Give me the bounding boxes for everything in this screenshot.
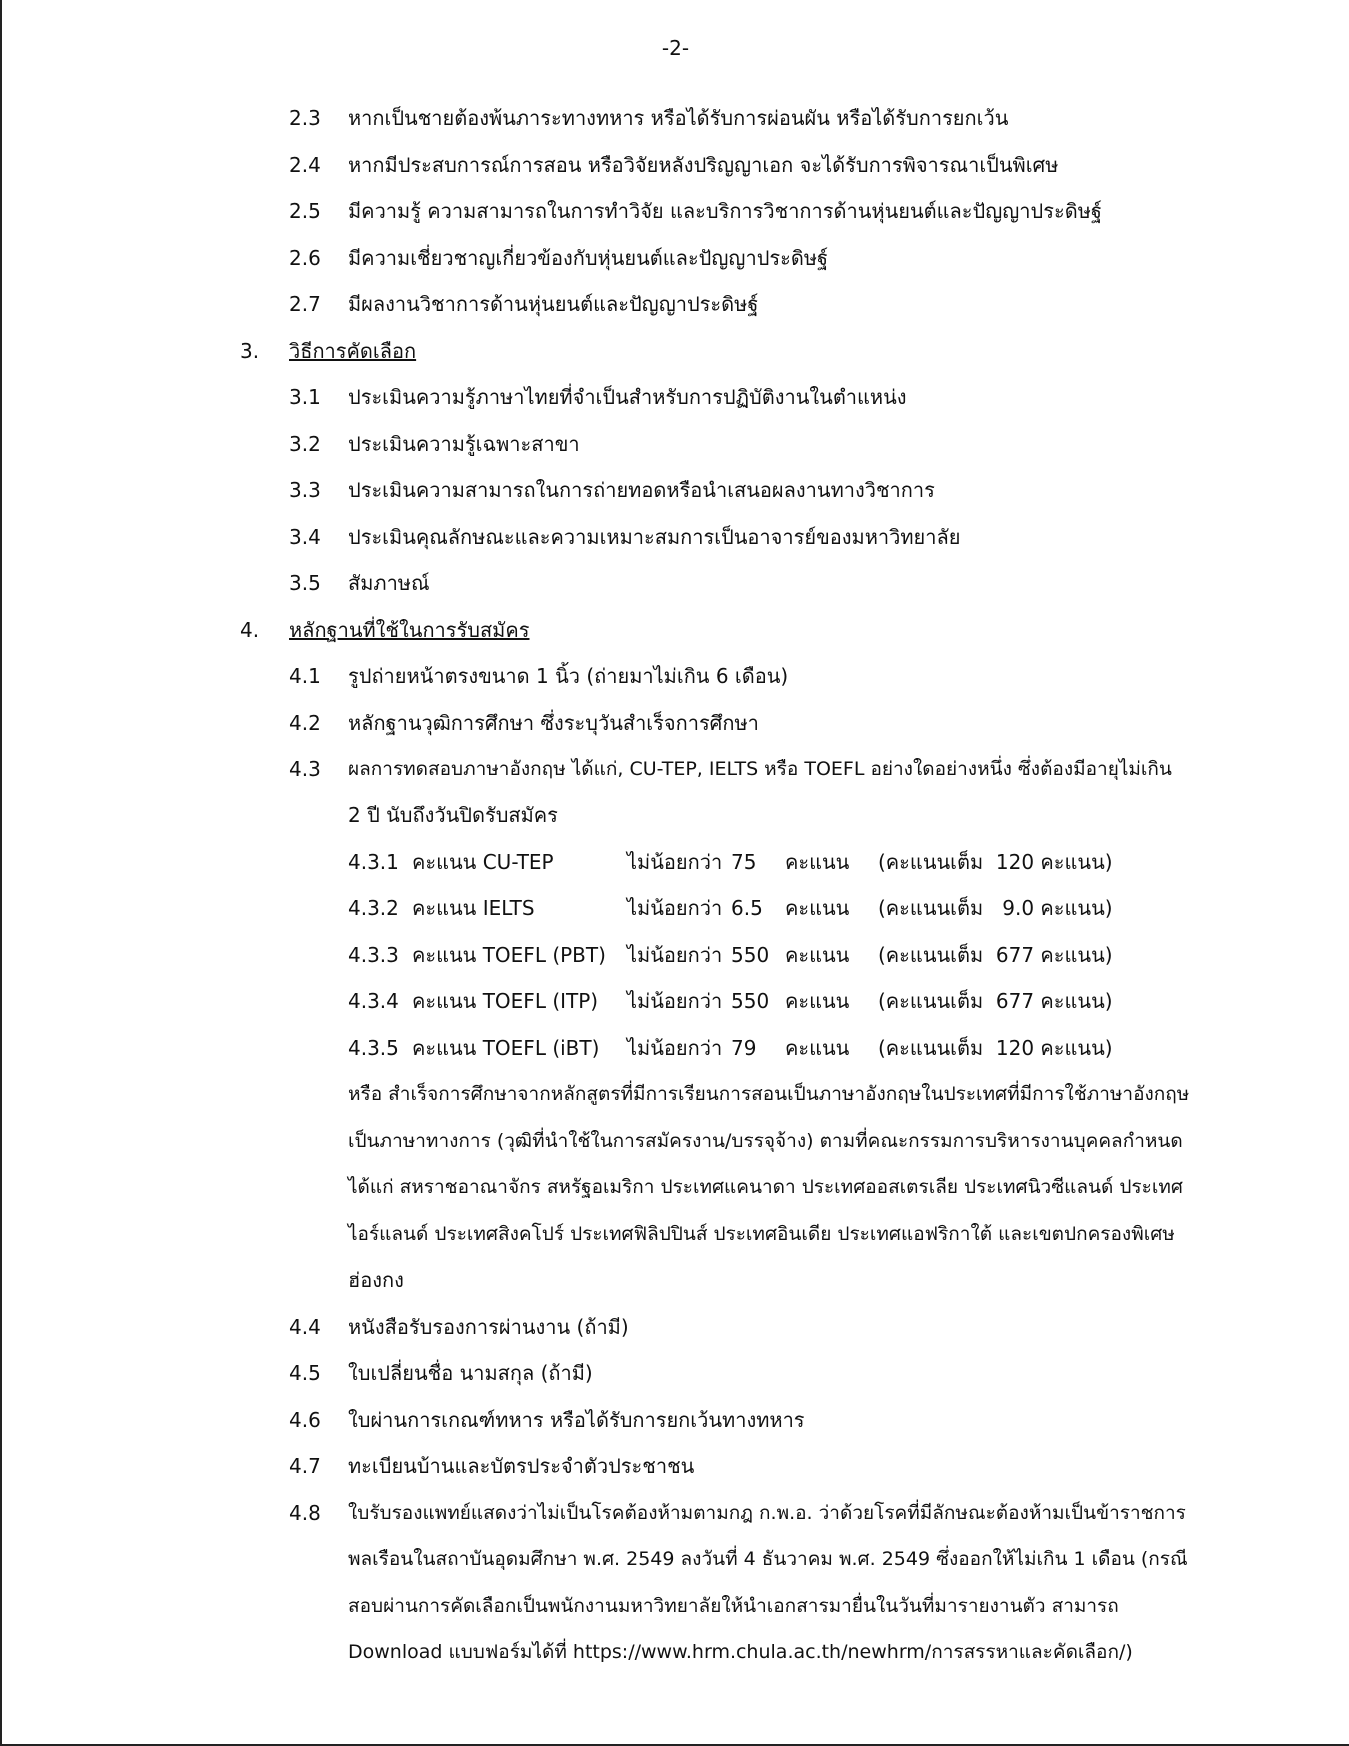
item-4-6-number: 4.6	[289, 1408, 321, 1432]
score-number: 4.3.5	[348, 1036, 399, 1060]
item-2-3-text: หากเป็นชายต้องพ้นภาระทางทหาร หรือได้รับการผ่อนผัน หรือได้รับการยกเว้น	[348, 106, 1009, 130]
score-min-value: 550	[731, 943, 770, 967]
score-min-label: ไม่น้อยกว่า	[627, 1036, 723, 1060]
item-4-5-text: ใบเปลี่ยนชื่อ นามสกุล (ถ้ามี)	[348, 1361, 593, 1385]
item-4-5-number: 4.5	[289, 1361, 321, 1385]
score-full: (คะแนนเต็ม 120 คะแนน)	[878, 850, 1113, 874]
item-4-8-text-line-3: สอบผ่านการคัดเลือกเป็นพนักงานมหาวิทยาลัยให้นำเอกสารมายื่นในวันที่มารายงานตัว สามารถ	[348, 1595, 1119, 1617]
score-min-value: 550	[731, 989, 770, 1013]
item-2-7-text: มีผลงานวิชาการด้านหุ่นยนต์และปัญญาประดิษฐ์	[348, 292, 759, 316]
item-3-3-number: 3.3	[289, 478, 321, 502]
item-4-3-text-line1: ผลการทดสอบภาษาอังกฤษ ได้แก่, CU-TEP, IELTS หรือ TOEFL อย่างใดอย่างหนึ่ง ซึ่งต้องมีอายุไม่เกิน	[348, 758, 1172, 780]
item-4-1-text: รูปถ่ายหน้าตรงขนาด 1 นิ้ว (ถ่ายมาไม่เกิน 6 เดือน)	[348, 664, 789, 688]
or-paragraph-line-3: ได้แก่ สหราชอาณาจักร สหรัฐอเมริกา ประเทศแคนาดา ประเทศออสเตรเลีย ประเทศนิวซีแลนด์ ประเทศ	[348, 1176, 1183, 1198]
item-3-5-number: 3.5	[289, 571, 321, 595]
item-4-8-text-line-4: Download แบบฟอร์มได้ที่ https://www.hrm.chula.ac.th/newhrm/การสรรหาและคัดเลือก/)	[348, 1641, 1133, 1663]
item-3-1-number: 3.1	[289, 385, 321, 409]
section-4-heading: หลักฐานที่ใช้ในการรับสมัคร	[289, 618, 530, 642]
score-unit: คะแนน	[785, 896, 850, 920]
score-min-label: ไม่น้อยกว่า	[627, 896, 723, 920]
item-3-2-text: ประเมินความรู้เฉพาะสาขา	[348, 432, 580, 456]
section-3-heading: วิธีการคัดเลือก	[289, 339, 417, 363]
score-full: (คะแนนเต็ม 120 คะแนน)	[878, 1036, 1113, 1060]
score-min-label: ไม่น้อยกว่า	[627, 850, 723, 874]
item-4-7-text: ทะเบียนบ้านและบัตรประจำตัวประชาชน	[348, 1454, 695, 1478]
or-paragraph-line-4: ไอร์แลนด์ ประเทศสิงคโปร์ ประเทศฟิลิปปินส์ ประเทศอินเดีย ประเทศแอฟริกาใต้ และเขตปกครองพิเศษ	[348, 1223, 1175, 1245]
score-min-label: ไม่น้อยกว่า	[627, 989, 723, 1013]
score-min-label: ไม่น้อยกว่า	[627, 943, 723, 967]
item-2-5-number: 2.5	[289, 199, 321, 223]
item-3-4-number: 3.4	[289, 525, 321, 549]
score-min-value: 75	[731, 850, 757, 874]
score-number: 4.3.4	[348, 989, 399, 1013]
item-2-4-number: 2.4	[289, 153, 321, 177]
item-3-1-text: ประเมินความรู้ภาษาไทยที่จำเป็นสำหรับการปฏิบัติงานในตำแหน่ง	[348, 385, 907, 409]
score-unit: คะแนน	[785, 850, 850, 874]
item-4-4-number: 4.4	[289, 1315, 321, 1339]
score-number: 4.3.3	[348, 943, 399, 967]
or-paragraph-line-2: เป็นภาษาทางการ (วุฒิที่นำใช้ในการสมัครงาน/บรรจุจ้าง) ตามที่คณะกรรมการบริหารงานบุคคลกำหนด	[348, 1130, 1183, 1152]
item-2-6-text: มีความเชี่ยวชาญเกี่ยวข้องกับหุ่นยนต์และปัญญาประดิษฐ์	[348, 246, 829, 270]
item-3-4-text: ประเมินคุณลักษณะและความเหมาะสมการเป็นอาจารย์ของมหาวิทยาลัย	[348, 525, 961, 549]
score-min-value: 79	[731, 1036, 757, 1060]
score-full: (คะแนนเต็ม 9.0 คะแนน)	[878, 896, 1113, 920]
score-test-name: คะแนน TOEFL (iBT)	[412, 1036, 600, 1060]
item-4-8-number: 4.8	[289, 1501, 321, 1525]
item-4-1-number: 4.1	[289, 664, 321, 688]
score-min-value: 6.5	[731, 896, 763, 920]
score-unit: คะแนน	[785, 1036, 850, 1060]
item-4-3-text-line2: 2 ปี นับถึงวันปิดรับสมัคร	[348, 803, 558, 827]
item-4-6-text: ใบผ่านการเกณฑ์ทหาร หรือได้รับการยกเว้นทางทหาร	[348, 1408, 805, 1432]
score-unit: คะแนน	[785, 989, 850, 1013]
item-4-2-number: 4.2	[289, 711, 321, 735]
score-number: 4.3.2	[348, 896, 399, 920]
item-2-4-text: หากมีประสบการณ์การสอน หรือวิจัยหลังปริญญาเอก จะได้รับการพิจารณาเป็นพิเศษ	[348, 153, 1059, 177]
score-full: (คะแนนเต็ม 677 คะแนน)	[878, 943, 1113, 967]
item-3-5-text: สัมภาษณ์	[348, 571, 430, 595]
page-number: -2-	[661, 36, 690, 60]
score-test-name: คะแนน CU-TEP	[412, 850, 554, 874]
score-test-name: คะแนน IELTS	[412, 896, 535, 920]
item-2-5-text: มีความรู้ ความสามารถในการทำวิจัย และบริการวิชาการด้านหุ่นยนต์และปัญญาประดิษฐ์	[348, 199, 1102, 223]
section-4-number: 4.	[240, 618, 260, 642]
or-paragraph-line-1: หรือ สำเร็จการศึกษาจากหลักสูตรที่มีการเรียนการสอนเป็นภาษาอังกฤษในประเทศที่มีการใช้ภาษาอังกฤษ	[348, 1083, 1190, 1105]
item-4-8-text-line-2: พลเรือนในสถาบันอุดมศึกษา พ.ศ. 2549 ลงวันที่ 4 ธันวาคม พ.ศ. 2549 ซึ่งออกให้ไม่เกิน 1 เดือน (กรณี	[348, 1548, 1188, 1570]
or-paragraph-line-5: ฮ่องกง	[348, 1268, 404, 1292]
score-test-name: คะแนน TOEFL (PBT)	[412, 943, 606, 967]
item-2-6-number: 2.6	[289, 246, 321, 270]
item-2-7-number: 2.7	[289, 292, 321, 316]
item-2-3-number: 2.3	[289, 106, 321, 130]
item-3-2-number: 3.2	[289, 432, 321, 456]
section-3-number: 3.	[240, 339, 260, 363]
score-number: 4.3.1	[348, 850, 399, 874]
item-4-2-text: หลักฐานวุฒิการศึกษา ซึ่งระบุวันสำเร็จการศึกษา	[348, 711, 759, 735]
item-4-8-text-line-1: ใบรับรองแพทย์แสดงว่าไม่เป็นโรคต้องห้ามตามกฎ ก.พ.อ. ว่าด้วยโรคที่มีลักษณะต้องห้ามเป็นข้าราชการ	[348, 1502, 1186, 1524]
score-full: (คะแนนเต็ม 677 คะแนน)	[878, 989, 1113, 1013]
item-4-4-text: หนังสือรับรองการผ่านงาน (ถ้ามี)	[348, 1315, 629, 1339]
item-3-3-text: ประเมินความสามารถในการถ่ายทอดหรือนำเสนอผลงานทางวิชาการ	[348, 478, 935, 502]
item-4-3-number: 4.3	[289, 757, 321, 781]
item-4-7-number: 4.7	[289, 1454, 321, 1478]
score-unit: คะแนน	[785, 943, 850, 967]
score-test-name: คะแนน TOEFL (ITP)	[412, 989, 599, 1013]
